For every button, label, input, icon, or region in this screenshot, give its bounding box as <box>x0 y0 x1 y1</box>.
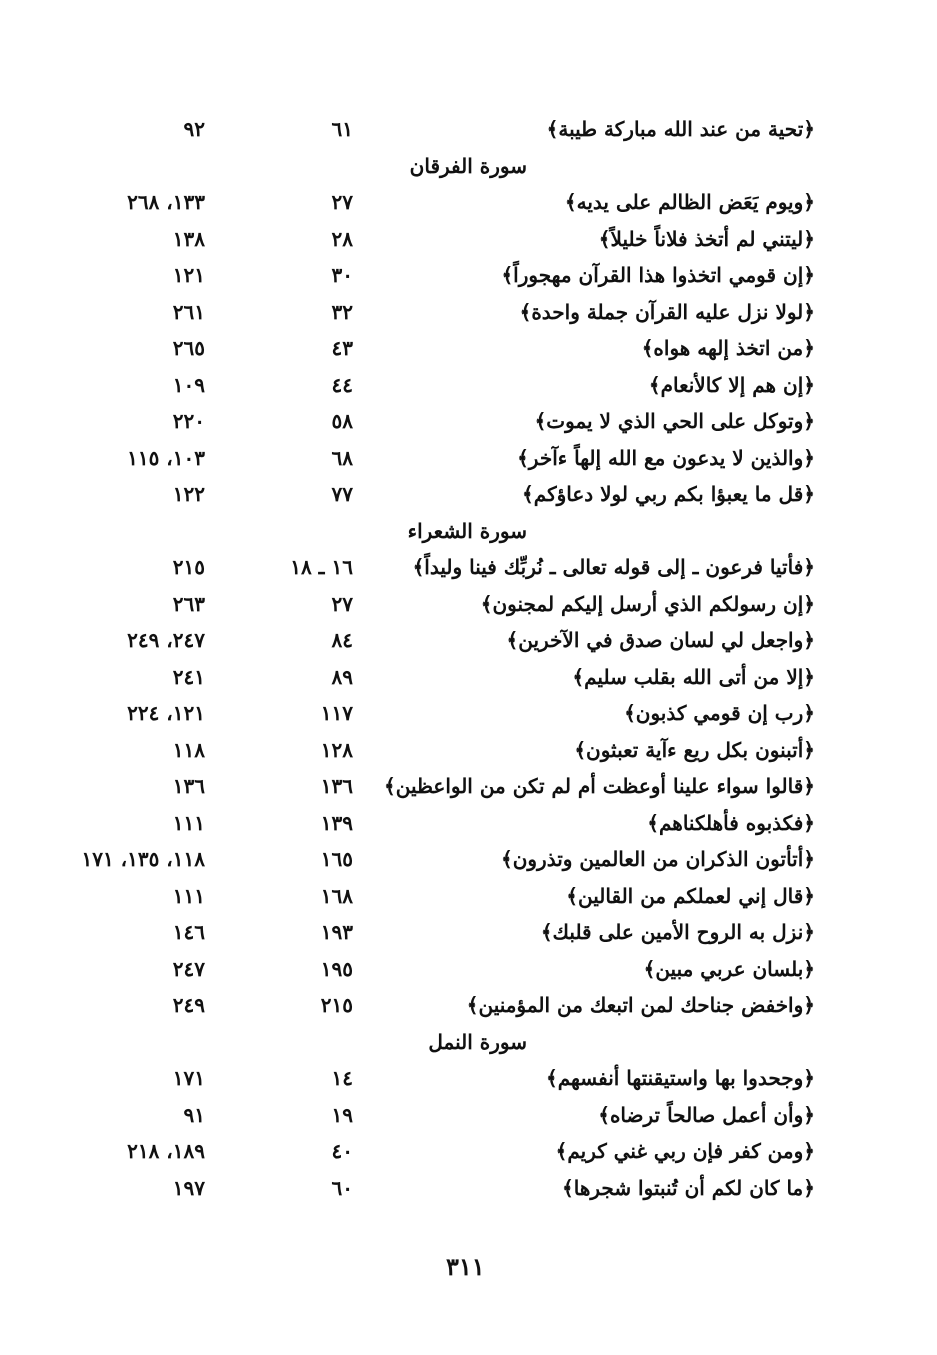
page-references: ١٨٩، ٢١٨ <box>127 1139 205 1163</box>
ayah-number: ١١٧ <box>320 701 353 725</box>
index-row <box>55 404 815 441</box>
page-references: ١٣٦ <box>172 774 205 798</box>
index-row <box>55 806 815 843</box>
index-row <box>55 1098 815 1135</box>
page-references-cell <box>55 372 245 398</box>
verse-text: ﴿إن هم إلا كالأنعام﴾ <box>648 372 815 397</box>
page-references: ١٢٢ <box>172 482 205 506</box>
ayah-number: ٨٩ <box>331 664 353 689</box>
page-references: ٢٤٩ <box>172 993 205 1017</box>
page-references: ٩٢ <box>183 117 205 141</box>
verse-text: ﴿واخفض جناحك لمن اتبعك من المؤمنين﴾ <box>466 993 815 1017</box>
page-references-cell <box>55 1138 245 1164</box>
verse-text: ﴿بلسان عربي مبين﴾ <box>643 956 815 981</box>
page-references-cell <box>55 1102 245 1128</box>
page-references-cell <box>55 262 245 288</box>
ayah-number: ١٣٩ <box>320 810 353 835</box>
ayah-number: ٤٠ <box>331 1139 353 1163</box>
page-references-cell <box>55 664 245 690</box>
ayah-number: ٦٠ <box>331 1175 353 1200</box>
index-row <box>55 587 815 624</box>
page-references: ١١١ <box>172 883 205 908</box>
page-references: ١٤٦ <box>172 920 205 944</box>
page-references: ٢٢٠ <box>172 409 205 433</box>
surah-title: سورة الفرقان <box>409 153 527 178</box>
verse-text: ﴿والذين لا يدعون مع الله إلهاً ءآخر﴾ <box>517 445 815 470</box>
page-references-cell <box>55 116 245 142</box>
ayah-number: ٧٧ <box>331 482 353 506</box>
index-row <box>55 295 815 332</box>
page-references-cell <box>55 1175 245 1201</box>
page-references-cell <box>55 591 245 617</box>
verse-text: ﴿فكذبوه فأهلكناهم﴾ <box>647 810 815 835</box>
page-references: ٢٦٥ <box>172 336 205 360</box>
page-references: ١٢١ <box>172 263 205 287</box>
index-row <box>55 441 815 478</box>
page-references-cell <box>55 335 245 361</box>
page-references-cell <box>55 189 245 215</box>
verse-text: ﴿ويوم يَعَض الظالم على يديه﴾ <box>564 190 815 214</box>
verse-text: ﴿نزل به الروح الأمين على قلبك﴾ <box>540 920 815 944</box>
ayah-number: ٤٤ <box>331 372 353 397</box>
index-row <box>55 952 815 989</box>
verse-text: ﴿ليتني لم أتخذ فلاناً خليلاً﴾ <box>598 226 815 251</box>
ayah-number: ٨٤ <box>331 628 353 652</box>
index-row <box>55 1134 815 1171</box>
verse-text: ﴿من اتخذ إلهه هواه﴾ <box>641 336 815 360</box>
surah-heading <box>55 149 815 186</box>
ayah-number: ٥٨ <box>331 409 353 433</box>
page-references: ١١٨، ١٣٥، ١٧١ <box>81 847 205 871</box>
index-row <box>55 842 815 879</box>
page-references-cell <box>55 700 245 726</box>
page-references: ١٠٣، ١١٥ <box>127 445 205 470</box>
ayah-number: ٢٧ <box>331 190 353 214</box>
ayah-number: ١٩٣ <box>320 920 353 944</box>
ayah-number: ٢١٥ <box>320 993 353 1017</box>
surah-heading <box>55 1025 815 1062</box>
page-references: ١٠٩ <box>172 372 205 397</box>
index-row <box>55 331 815 368</box>
index-row <box>55 733 815 770</box>
index-row <box>55 222 815 259</box>
verse-text: ﴿وأن أعمل صالحاً ترضاه﴾ <box>598 1102 815 1127</box>
ayah-number: ١٦٥ <box>320 847 353 871</box>
page-references: ٢٤٧، ٢٤٩ <box>127 628 205 652</box>
index-row <box>55 769 815 806</box>
verse-text: ﴿ومن كفر فإن ربي غني كريم﴾ <box>555 1139 815 1163</box>
verse-text: ﴿واجعل لي لسان صدق في الآخرين﴾ <box>506 628 815 652</box>
verse-text: ﴿إن رسولكم الذي أرسل إليكم لمجنون﴾ <box>480 591 815 616</box>
verse-text: ﴿فأتيا فرعون ـ إلى قوله تعالى ـ نُربِّك فينا وليداً﴾ <box>412 555 815 579</box>
index-row <box>55 696 815 733</box>
index-row <box>55 368 815 405</box>
page-references: ١١٨ <box>172 737 205 762</box>
ayah-number: ٤٣ <box>331 336 353 360</box>
page-references-cell <box>55 627 245 653</box>
page-references: ١٣٨ <box>172 226 205 251</box>
page-references: ٢١٥ <box>172 555 205 579</box>
verse-text: ﴿ما كان لكم أن تُنبتوا شجرها﴾ <box>562 1175 815 1200</box>
page-references: ١٧١ <box>172 1066 205 1090</box>
ayah-number: ٢٧ <box>331 591 353 616</box>
page-references: ٢٦٣ <box>172 591 205 616</box>
index-row <box>55 112 815 149</box>
ayah-number: ٦١ <box>331 117 353 141</box>
verse-text: ﴿وجحدوا بها واستيقنتها أنفسهم﴾ <box>545 1066 815 1090</box>
index-row <box>55 1061 815 1098</box>
page-references-cell <box>55 554 245 580</box>
index-row <box>55 660 815 697</box>
page-number: ٣١١ <box>446 1252 485 1281</box>
page-references-cell <box>55 919 245 945</box>
page-references-cell <box>55 737 245 763</box>
ayah-number: ١٦ ـ ١٨ <box>290 555 353 579</box>
page-references-cell <box>55 883 245 909</box>
page-references: ١١١ <box>172 810 205 835</box>
page-references: ١٩٧ <box>172 1175 205 1200</box>
index-row <box>55 915 815 952</box>
ayah-number: ١٣٦ <box>320 774 353 798</box>
page-references: ١٣٣، ٢٦٨ <box>127 190 205 214</box>
index-row <box>55 1171 815 1208</box>
page-references: ٢٦١ <box>172 299 205 324</box>
ayah-number: ٦٨ <box>331 445 353 470</box>
verse-text: ﴿قل ما يعبؤا بكم ربي لولا دعاؤكم﴾ <box>522 482 815 506</box>
page-references-cell <box>55 481 245 507</box>
ayah-number: ١٦٨ <box>320 883 353 908</box>
ayah-number: ١٩ <box>331 1102 353 1127</box>
index-row <box>55 477 815 514</box>
verse-text: ﴿إلا من أتى الله بقلب سليم﴾ <box>572 664 815 689</box>
index-row <box>55 258 815 295</box>
page-references-cell <box>55 773 245 799</box>
surah-title: سورة الشعراء <box>407 518 527 543</box>
page-references-cell <box>55 226 245 252</box>
index-table <box>55 112 815 1207</box>
page-references: ٢٤٧ <box>172 956 205 981</box>
page-references-cell <box>55 1065 245 1091</box>
ayah-number: ١٤ <box>331 1066 353 1090</box>
surah-heading <box>55 514 815 551</box>
index-row <box>55 623 815 660</box>
surah-title: سورة النمل <box>428 1029 527 1054</box>
index-row <box>55 550 815 587</box>
verse-text: ﴿أتبنون بكل ريع ءآية تعبثون﴾ <box>574 737 815 762</box>
verse-text: ﴿تحية من عند الله مباركة طيبة﴾ <box>546 117 815 141</box>
verse-text: ﴿وتوكل على الحي الذي لا يموت﴾ <box>534 409 815 433</box>
ayah-number: ١٩٥ <box>320 956 353 981</box>
ayah-number: ٣٢ <box>331 299 353 324</box>
verse-text: ﴿قالوا سواء علينا أوعظت أم لم تكن من الواعظين﴾ <box>384 774 815 798</box>
page-references-cell <box>55 956 245 982</box>
page-references: ٢٤١ <box>172 664 205 689</box>
verse-text: ﴿أتأتون الذكران من العالمين وتذرون﴾ <box>500 847 815 871</box>
page-references-cell <box>55 992 245 1018</box>
ayah-number: ٢٨ <box>331 226 353 251</box>
page-references-cell <box>55 299 245 325</box>
verse-text: ﴿قال إني لعملكم من القالين﴾ <box>566 883 815 908</box>
page-references-cell <box>55 445 245 471</box>
verse-text: ﴿لولا نزل عليه القرآن جملة واحدة﴾ <box>519 299 815 324</box>
verse-text: ﴿إن قومي اتخذوا هذا القرآن مهجوراً﴾ <box>501 263 815 287</box>
page-references-cell <box>55 810 245 836</box>
index-row <box>55 879 815 916</box>
ayah-number: ١٢٨ <box>320 737 353 762</box>
page-references-cell <box>55 408 245 434</box>
page-references: ٩١ <box>183 1102 205 1127</box>
index-row <box>55 185 815 222</box>
verse-text: ﴿رب إن قومي كذبون﴾ <box>624 701 815 725</box>
page-references: ١٢١، ٢٢٤ <box>127 701 205 725</box>
index-row <box>55 988 815 1025</box>
page-references-cell <box>55 846 245 872</box>
ayah-number: ٣٠ <box>331 263 353 287</box>
